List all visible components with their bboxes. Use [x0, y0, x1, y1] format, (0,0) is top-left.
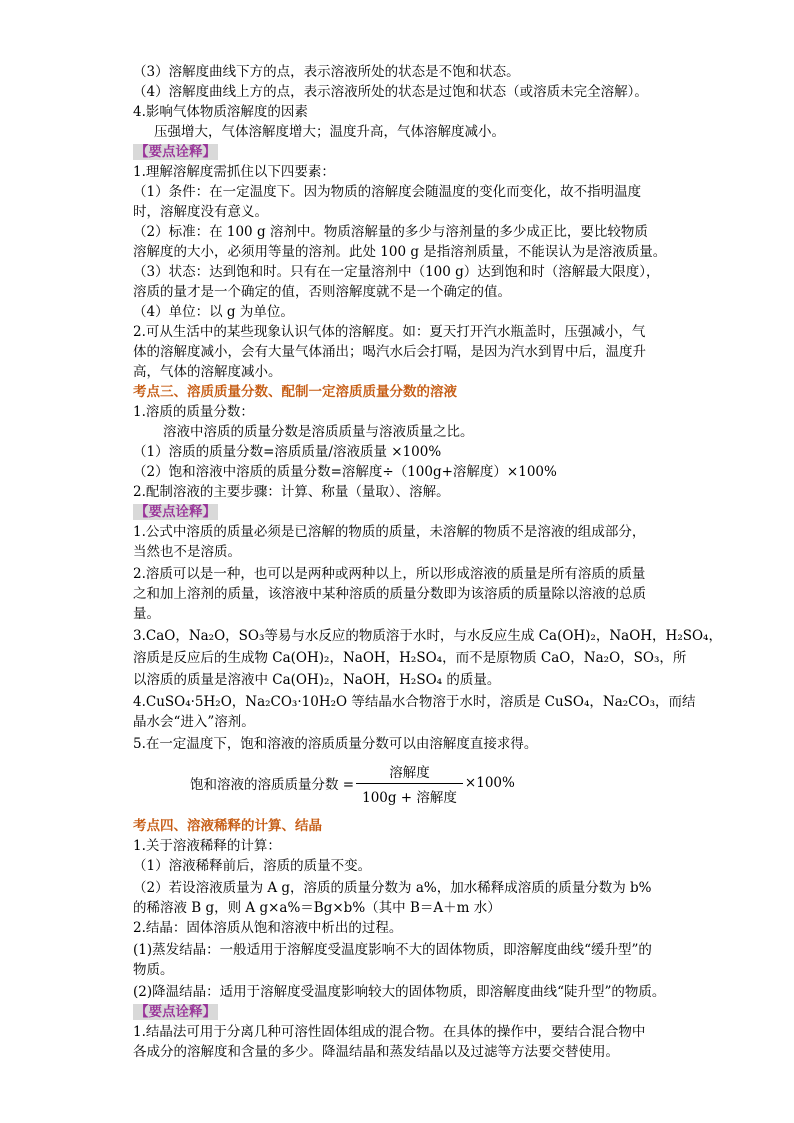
text-line: 压强增大，气体溶解度增大；温度升高，气体溶解度减小。 — [154, 124, 505, 140]
text-line: 当然也不是溶质。 — [133, 544, 241, 560]
section-tag-key-points — [133, 502, 673, 522]
text-line: 1.结晶法可用于分离几种可溶性固体组成的混合物。在具体的操作中，要结合混合物中 — [133, 1024, 646, 1040]
section-tag-key-points — [133, 1002, 673, 1022]
tag-label: 【要点诠释】 — [135, 504, 216, 520]
text-line: 量。 — [133, 606, 160, 622]
saturated-solution-formula — [190, 762, 515, 804]
text-line: 5.在一定温度下，饱和溶液的溶质质量分数可以由溶解度直接求得。 — [133, 736, 538, 752]
text-line: 4.影响气体物质溶解度的因素 — [133, 104, 308, 120]
text-line: （1）条件：在一定温度下。因为物质的溶解度会随温度的变化而变化，故不指明温度 — [133, 184, 642, 200]
text-line: （2）饱和溶液中溶质的质量分数=溶解度÷（100g+溶解度）×100% — [133, 464, 557, 480]
section-heading: 考点四、溶液稀释的计算、结晶 — [133, 818, 322, 834]
text-line: 时，溶解度没有意义。 — [133, 204, 268, 220]
text-line: （3）溶解度曲线下方的点，表示溶液所处的状态是不饱和状态。 — [133, 64, 520, 80]
text-line: 1.公式中溶质的质量必须是已溶解的物质的质量，未溶解的物质不是溶液的组成部分， — [133, 524, 646, 540]
text-line: （4）溶解度曲线上方的点，表示溶液所处的状态是过饱和状态（或溶质未完全溶解）。 — [133, 84, 648, 100]
text-line: (2)降温结晶：适用于溶解度受温度影响较大的固体物质，即溶解度曲线“陡升型”的物质。 — [133, 984, 666, 1000]
text-line: 3.CaO，Na₂O，SO₃等易与水反应的物质溶于水时，与水反应生成 Ca(OH)₂，NaOH，H₂SO₄， — [133, 628, 722, 644]
text-line: （4）单位：以 g 为单位。 — [133, 304, 294, 320]
text-line: （2）若设溶液质量为 A g，溶质的质量分数为 a%，加水稀释成溶质的质量分数为 b% — [133, 880, 652, 896]
formula-denominator: 100g + 溶解度 — [356, 783, 463, 806]
text-line: （3）状态：达到饱和时。只有在一定量溶剂中（100 g）达到饱和时（溶解最大限度）， — [133, 264, 660, 280]
text-line: 1.溶质的质量分数： — [133, 404, 254, 420]
text-line: 2.结晶：固体溶质从饱和溶液中析出的过程。 — [133, 920, 403, 936]
text-line: 1.关于溶液稀释的计算： — [133, 838, 281, 854]
tag-label: 【要点诠释】 — [135, 1004, 216, 1020]
tag-label: 【要点诠释】 — [135, 144, 216, 160]
formula-fraction — [356, 761, 463, 806]
text-line: （2）标准：在 100 g 溶剂中。物质溶解量的多少与溶剂量的多少成正比，要比较物质 — [133, 224, 648, 240]
text-line: 4.CuSO₄·5H₂O，Na₂CO₃·10H₂O 等结晶水合物溶于水时，溶质是 CuSO₄，Na₂CO₃，而结 — [133, 694, 696, 710]
section-tag-key-points — [133, 142, 673, 162]
section-heading: 考点三、溶质质量分数、配制一定溶质质量分数的溶液 — [133, 384, 457, 400]
text-line: 溶液中溶质的质量分数是溶质质量与溶液质量之比。 — [163, 424, 474, 440]
formula-left: 饱和溶液的溶质质量分数 = — [190, 777, 355, 793]
text-line: 高，气体的溶解度减小。 — [133, 364, 282, 380]
text-line: 物质。 — [133, 962, 174, 978]
text-line: 以溶质的质量是溶液中 Ca(OH)₂，NaOH，H₂SO₄ 的质量。 — [133, 672, 501, 688]
text-line: 溶解度的大小，必须用等量的溶剂。此处 100 g 是指溶剂质量，不能误认为是溶液质量。 — [133, 244, 667, 260]
text-line: （1）溶质的质量分数=溶质质量/溶液质量 ×100% — [133, 444, 442, 460]
text-line: （1）溶液稀释前后，溶质的质量不变。 — [133, 858, 372, 874]
text-line: 2.可从生活中的某些现象认识气体的溶解度。如：夏天打开汽水瓶盖时，压强减小，气 — [133, 324, 646, 340]
formula-right: ×100% — [464, 775, 515, 791]
text-line: 之和加上溶剂的质量，该溶液中某种溶质的质量分数即为该溶质的质量除以溶液的总质 — [133, 586, 646, 602]
text-line: 体的溶解度减小，会有大量气体涌出；喝汽水后会打嗝，是因为汽水到胃中后，温度升 — [133, 344, 646, 360]
text-line: (1)蒸发结晶：一般适用于溶解度受温度影响不大的固体物质，即溶解度曲线“缓升型”的 — [133, 942, 652, 958]
text-line: 溶质的量才是一个确定的值，否则溶解度就不是一个确定的值。 — [133, 284, 511, 300]
text-line: 晶水会“进入”溶剂。 — [133, 714, 255, 730]
text-line: 2.配制溶液的主要步骤：计算、称量（量取）、溶解。 — [133, 484, 450, 500]
text-line: 1.理解溶解度需抓住以下四要素： — [133, 164, 335, 180]
text-line: 溶质是反应后的生成物 Ca(OH)₂，NaOH，H₂SO₄，而不是原物质 CaO，Na₂O，SO₃，所 — [133, 650, 687, 666]
text-line: 的稀溶液 B g，则 A g×a%＝Bg×b%（其中 B＝A＋m 水） — [133, 900, 501, 916]
text-line: 各成分的溶解度和含量的多少。降温结晶和蒸发结晶以及过滤等方法要交替使用。 — [133, 1044, 619, 1060]
text-line: 2.溶质可以是一种，也可以是两种或两种以上，所以形成溶液的质量是所有溶质的质量 — [133, 566, 646, 582]
formula-numerator: 溶解度 — [389, 764, 430, 781]
